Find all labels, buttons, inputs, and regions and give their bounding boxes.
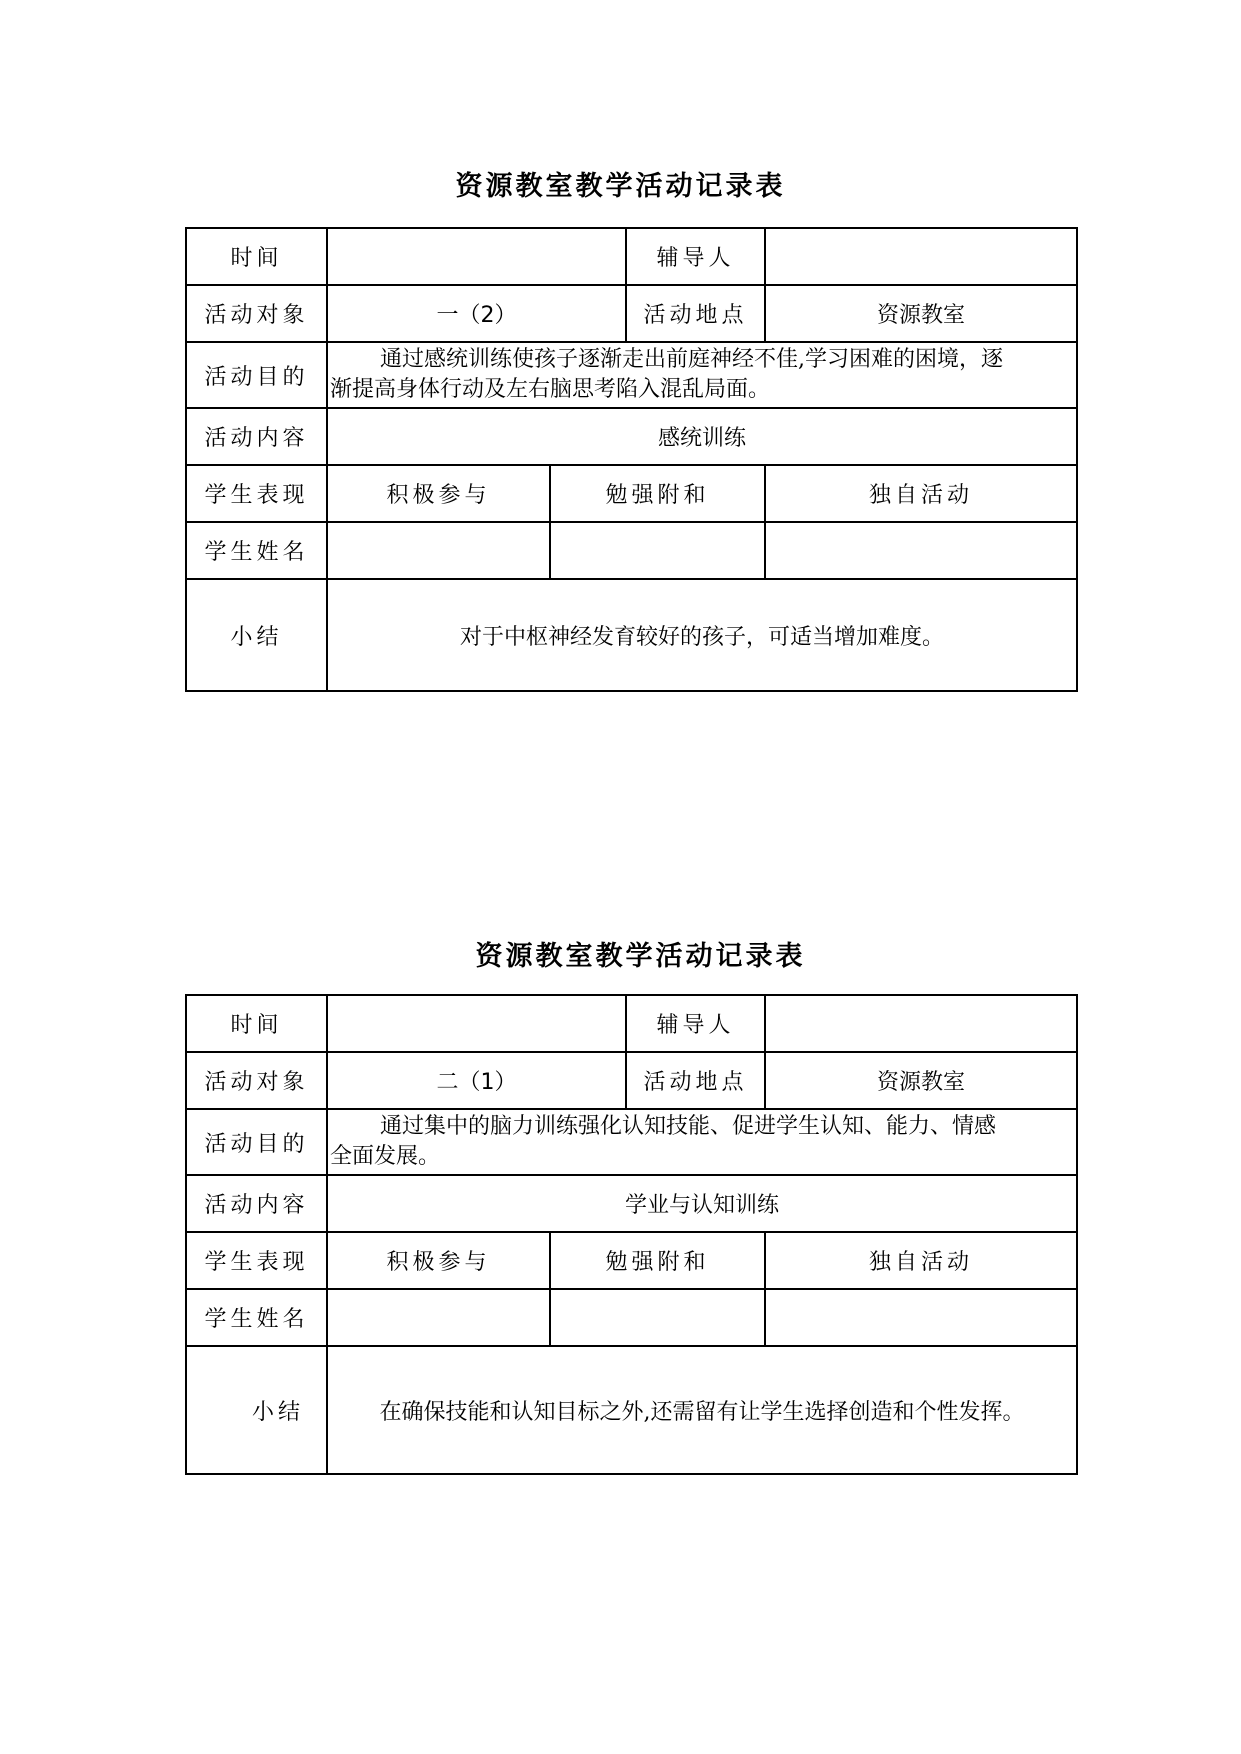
summary-text[interactable]: 对于中枢神经发育较好的孩子，可适当增加难度。 [327, 579, 1077, 691]
record-title: 资源教室教学活动记录表 [455, 171, 786, 202]
activity-record-table [185, 994, 1078, 1475]
tutor-field[interactable] [765, 228, 1077, 285]
content-label: 活动内容 [186, 1175, 327, 1232]
performance-active: 积极参与 [327, 465, 550, 522]
tutor-label: 辅导人 [626, 995, 765, 1052]
content-value[interactable]: 学业与认知训练 [327, 1175, 1077, 1232]
performance-reluctant: 勉强附和 [550, 1232, 765, 1289]
summary-text[interactable]: 在确保技能和认知目标之外,还需留有让学生选择创造和个性发挥。 [327, 1346, 1077, 1474]
performance-label: 学生表现 [186, 465, 327, 522]
purpose-line-1: 通过集中的脑力训练强化认知技能、促进学生认知、能力、情感 [380, 1114, 997, 1139]
location-value[interactable]: 资源教室 [765, 285, 1077, 342]
target-label: 活动对象 [186, 285, 327, 342]
performance-alone: 独自活动 [765, 465, 1077, 522]
names-active-field[interactable] [327, 522, 550, 579]
content-label: 活动内容 [186, 408, 327, 465]
purpose-text[interactable] [327, 342, 1077, 408]
location-label: 活动地点 [626, 1052, 765, 1109]
names-reluctant-field[interactable] [550, 1289, 765, 1346]
summary-label: 小结 [186, 1346, 327, 1474]
time-label: 时间 [186, 228, 327, 285]
target-value[interactable]: 二（1） [327, 1052, 626, 1109]
purpose-line-2: 渐提高身体行动及左右脑思考陷入混乱局面。 [330, 377, 771, 402]
names-reluctant-field[interactable] [550, 522, 765, 579]
location-label: 活动地点 [626, 285, 765, 342]
summary-label: 小结 [186, 579, 327, 691]
names-alone-field[interactable] [765, 1289, 1077, 1346]
time-label: 时间 [186, 995, 327, 1052]
names-label: 学生姓名 [186, 1289, 327, 1346]
purpose-label: 活动目的 [186, 342, 327, 408]
performance-reluctant: 勉强附和 [550, 465, 765, 522]
names-active-field[interactable] [327, 1289, 550, 1346]
purpose-line-2: 全面发展。 [330, 1144, 441, 1169]
purpose-label: 活动目的 [186, 1109, 327, 1175]
tutor-label: 辅导人 [626, 228, 765, 285]
activity-record-table [185, 227, 1078, 692]
target-value[interactable]: 一（2） [327, 285, 626, 342]
location-value[interactable]: 资源教室 [765, 1052, 1077, 1109]
time-field[interactable] [327, 228, 626, 285]
time-field[interactable] [327, 995, 626, 1052]
performance-active: 积极参与 [327, 1232, 550, 1289]
names-alone-field[interactable] [765, 522, 1077, 579]
content-value[interactable]: 感统训练 [327, 408, 1077, 465]
performance-label: 学生表现 [186, 1232, 327, 1289]
names-label: 学生姓名 [186, 522, 327, 579]
purpose-text[interactable] [327, 1109, 1077, 1175]
tutor-field[interactable] [765, 995, 1077, 1052]
target-label: 活动对象 [186, 1052, 327, 1109]
record-title: 资源教室教学活动记录表 [475, 941, 806, 972]
purpose-line-1: 通过感统训练使孩子逐渐走出前庭神经不佳,学习困难的困境，逐 [380, 347, 1003, 372]
performance-alone: 独自活动 [765, 1232, 1077, 1289]
